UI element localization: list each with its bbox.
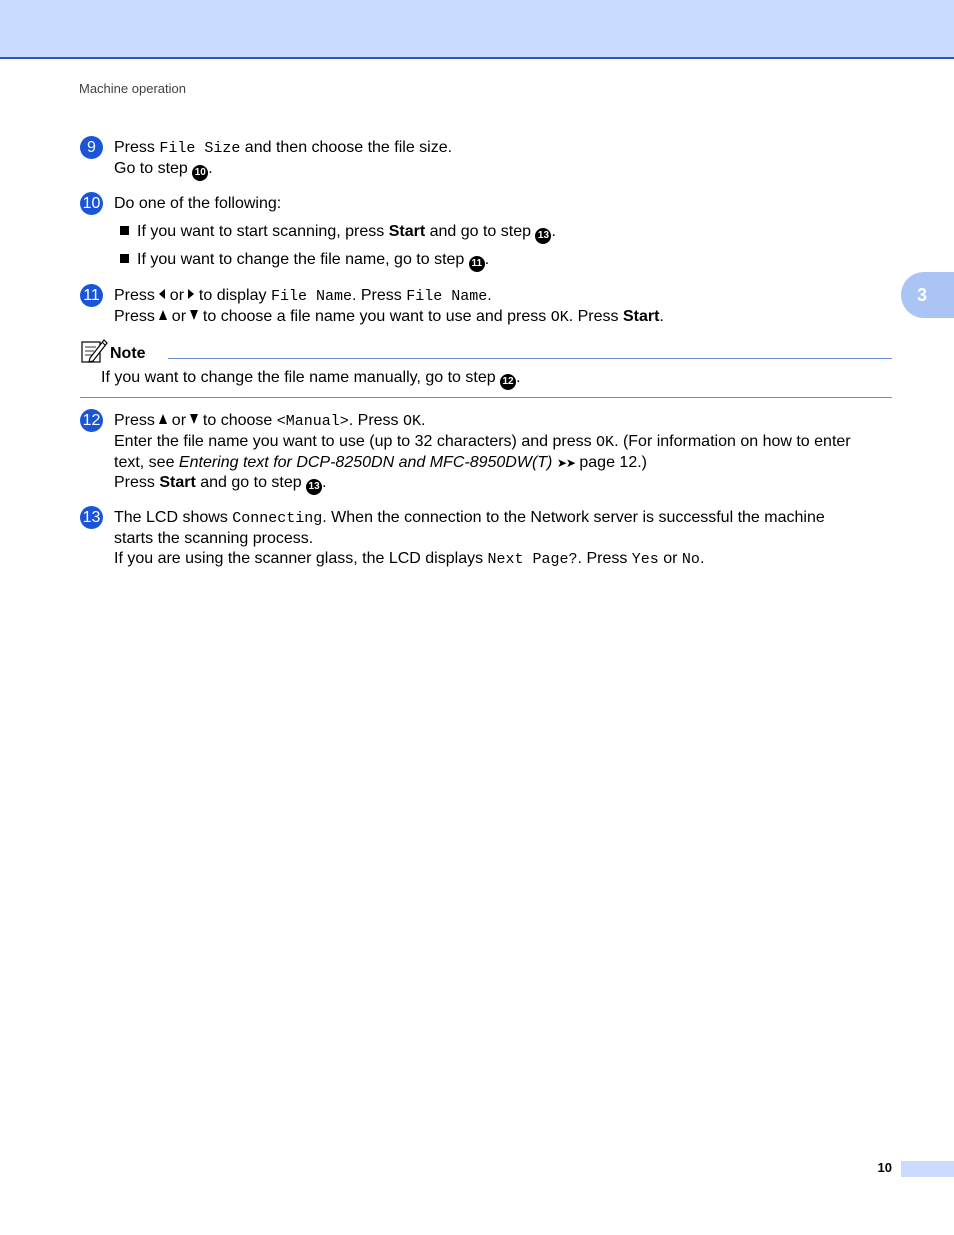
note-title: Note: [110, 345, 146, 362]
step-line: Go to step 10 .: [114, 159, 894, 181]
step-ref-icon: 11: [469, 256, 485, 272]
lcd-text: File Size: [159, 140, 241, 157]
note-text: If you want to change the file name manually, go to step 12 .: [101, 368, 521, 390]
lcd-text: Yes: [631, 551, 659, 568]
step-ref-icon: 12: [500, 374, 516, 390]
note-box: [80, 338, 892, 398]
step-line: Press or to choose <Manual>. Press OK.: [114, 412, 426, 430]
lcd-text: OK: [596, 434, 615, 451]
step-ref-icon: 13: [306, 479, 322, 495]
step-number: 13: [80, 506, 103, 529]
top-header-band: [0, 0, 954, 59]
lcd-text: Next Page?: [487, 551, 578, 568]
step-number: 9: [80, 136, 103, 159]
note-divider: [168, 358, 892, 359]
lcd-text: No: [681, 551, 700, 568]
step-number: 11: [80, 284, 103, 307]
step-line: If you are using the scanner glass, the LCD displays Next Page?. Press Yes or No.: [114, 550, 705, 568]
double-arrow-icon: ➤➤: [556, 456, 575, 470]
step-ref-icon: 13: [535, 228, 551, 244]
step-line: The LCD shows Connecting. When the connection to the Network server is successful the machine: [114, 509, 825, 527]
step-line: Press or to display File Name. Press File Name.: [114, 287, 492, 305]
step-body: Do one of the following:: [114, 195, 282, 212]
step-number: 12: [80, 409, 103, 432]
step-number: 10: [80, 192, 103, 215]
step-body: [114, 138, 894, 181]
running-header: Machine operation: [79, 81, 186, 96]
lcd-text: OK: [403, 413, 422, 430]
cross-reference-link[interactable]: Entering text for DCP-8250DN and MFC-8950DW(T): [178, 454, 553, 471]
step-line: text, see Entering text for DCP-8250DN and MFC-8950DW(T) ➤➤ page 12.): [114, 454, 647, 471]
bullet-item: If you want to change the file name, go to step 11 .: [120, 250, 489, 272]
step-line: Press File Size and then choose the file size.: [114, 139, 453, 157]
lcd-text: File Name: [270, 288, 352, 305]
step-body: [114, 286, 894, 328]
step-body: [114, 411, 894, 495]
step-body: [114, 508, 894, 570]
step-line: Press or to choose a file name you want to use and press OK. Press Start.: [114, 308, 664, 326]
page-number: 10: [877, 1160, 892, 1175]
step-ref-icon: 10: [192, 165, 208, 181]
step-line: starts the scanning process.: [114, 530, 314, 547]
lcd-text: OK: [550, 309, 569, 326]
note-pencil-icon: [80, 338, 108, 364]
step-line: Enter the file name you want to use (up to 32 characters) and press OK. (For information on how to enter: [114, 433, 851, 451]
lcd-text: Connecting: [232, 510, 323, 527]
step-line: Press Start and go to step 13 .: [114, 473, 894, 495]
chapter-tab: 3: [901, 272, 954, 318]
bullet-square-icon: [120, 254, 129, 263]
lcd-text: File Name: [406, 288, 488, 305]
footer-bar: [901, 1161, 954, 1177]
lcd-text: <Manual>: [276, 413, 349, 430]
bullet-item: If you want to start scanning, press Start and go to step 13 .: [120, 222, 556, 244]
note-divider: [80, 397, 892, 398]
bullet-square-icon: [120, 226, 129, 235]
